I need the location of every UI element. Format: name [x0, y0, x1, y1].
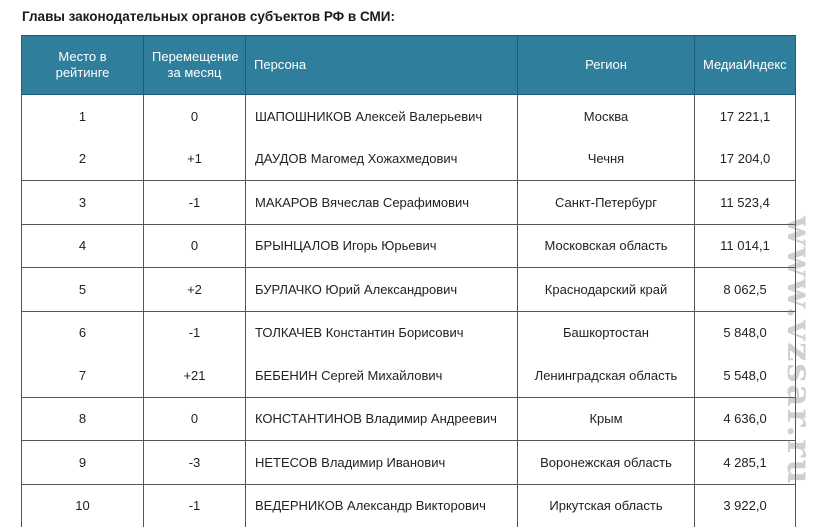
cell-rank: 4 [22, 224, 144, 268]
cell-rank: 5 [22, 268, 144, 312]
cell-media-index: 4 636,0 [695, 397, 796, 441]
cell-person: КОНСТАНТИНОВ Владимир Андреевич [246, 397, 518, 441]
cell-person: БРЫНЦАЛОВ Игорь Юрьевич [246, 224, 518, 268]
media-rating-table [21, 35, 796, 527]
table-row [22, 311, 796, 354]
column-header-move: Перемещение за месяц [144, 36, 246, 95]
cell-person: НЕТЕСОВ Владимир Иванович [246, 441, 518, 485]
cell-move: +21 [144, 354, 246, 397]
cell-region: Москва [518, 95, 695, 138]
table-row [22, 397, 796, 441]
column-header-person: Персона [246, 36, 518, 95]
table-row [22, 268, 796, 312]
table-row [22, 95, 796, 138]
cell-move: +2 [144, 268, 246, 312]
cell-media-index: 3 922,0 [695, 484, 796, 527]
cell-move: +1 [144, 138, 246, 181]
cell-region: Ленинградская область [518, 354, 695, 397]
table-row [22, 181, 796, 225]
cell-media-index: 8 062,5 [695, 268, 796, 312]
table-row [22, 138, 796, 181]
cell-region: Московская область [518, 224, 695, 268]
cell-rank: 10 [22, 484, 144, 527]
cell-person: БУРЛАЧКО Юрий Александрович [246, 268, 518, 312]
cell-person: ВЕДЕРНИКОВ Александр Викторович [246, 484, 518, 527]
cell-person: ШАПОШНИКОВ Алексей Валерьевич [246, 95, 518, 138]
watermark-text: www.vzsar.ru [779, 216, 819, 486]
cell-rank: 3 [22, 181, 144, 225]
cell-region: Башкортостан [518, 311, 695, 354]
cell-move: -1 [144, 484, 246, 527]
cell-rank: 8 [22, 397, 144, 441]
page-title: Главы законодательных органов субъектов РФ в СМИ: [22, 9, 395, 24]
table-row [22, 224, 796, 268]
cell-media-index: 5 848,0 [695, 311, 796, 354]
table-row [22, 441, 796, 485]
cell-region: Крым [518, 397, 695, 441]
cell-rank: 6 [22, 311, 144, 354]
cell-person: ТОЛКАЧЕВ Константин Борисович [246, 311, 518, 354]
cell-media-index: 17 204,0 [695, 138, 796, 181]
table-header-row [22, 36, 796, 95]
cell-move: -3 [144, 441, 246, 485]
cell-region: Санкт-Петербург [518, 181, 695, 225]
cell-move: 0 [144, 95, 246, 138]
cell-region: Краснодарский край [518, 268, 695, 312]
cell-rank: 7 [22, 354, 144, 397]
cell-media-index: 17 221,1 [695, 95, 796, 138]
cell-rank: 9 [22, 441, 144, 485]
column-header-media-index: МедиаИндекс [695, 36, 796, 95]
column-header-region: Регион [518, 36, 695, 95]
cell-move: -1 [144, 311, 246, 354]
cell-rank: 1 [22, 95, 144, 138]
cell-region: Воронежская область [518, 441, 695, 485]
cell-rank: 2 [22, 138, 144, 181]
column-header-rank: Место в рейтинге [22, 36, 144, 95]
table-row [22, 484, 796, 527]
cell-region: Иркутская область [518, 484, 695, 527]
cell-person: БЕБЕНИН Сергей Михайлович [246, 354, 518, 397]
cell-media-index: 11 014,1 [695, 224, 796, 268]
cell-move: 0 [144, 224, 246, 268]
cell-media-index: 5 548,0 [695, 354, 796, 397]
cell-person: МАКАРОВ Вячеслав Серафимович [246, 181, 518, 225]
cell-region: Чечня [518, 138, 695, 181]
cell-person: ДАУДОВ Магомед Хожахмедович [246, 138, 518, 181]
cell-move: -1 [144, 181, 246, 225]
table-row [22, 354, 796, 397]
cell-media-index: 11 523,4 [695, 181, 796, 225]
cell-move: 0 [144, 397, 246, 441]
cell-media-index: 4 285,1 [695, 441, 796, 485]
